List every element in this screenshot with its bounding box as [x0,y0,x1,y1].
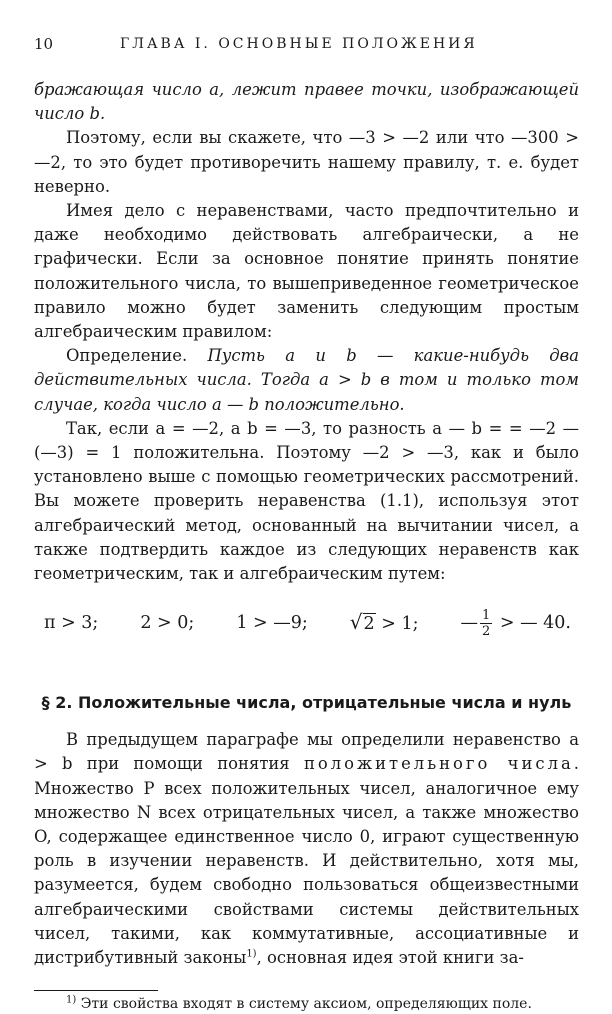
sqrt-sign: √ [349,610,363,635]
definition-paragraph [34,344,579,417]
running-title: ГЛАВА I. ОСНОВНЫЕ ПОЛОЖЕНИЯ [120,36,478,52]
paragraph: Поэтому, если вы скажете, что —3 > —2 или что —300 > —2, то это будет противоречить нашему правилу, т. е. будет неверно. [34,128,579,196]
fraction [480,608,492,639]
footnote-marker: 1) [246,948,257,960]
inequalities-formula [34,586,579,646]
section-title: § 2. Положительные числа, отрицательные числа и нуль [41,693,572,713]
inequality-sqrt [350,610,419,636]
paragraph-continuation: бражающая число a, лежит правее точки, изображающей число b. [34,80,579,124]
page-header [34,32,579,60]
inequality-two: 2 > 0; [140,613,195,634]
footnote-text: Эти свойства входят в систему аксиом, определяющих поле. [76,996,532,1013]
section-text-1: В предыдущем параграфе мы определили неравенство a > b при помощи понятия [34,730,579,774]
section-paragraph [34,728,579,970]
fraction-denominator: 2 [482,623,491,639]
sqrt-rest: > 1; [375,614,419,635]
page-number: 10 [34,35,54,53]
spaced-term: положительного числа [303,754,574,774]
footnote [34,995,579,1014]
fraction-numerator: 1 [482,607,491,623]
fraction-sign: — [460,612,479,633]
inequality-one: 1 > —9; [236,613,308,634]
inequality-pi: π > 3; [44,613,99,634]
book-page [34,32,579,1014]
paragraph: Так, если a = —2, а b = —3, то разность a — b = = —2 — (—3) = 1 положительна. Поэтому —2 > —3, как и было установлено выше с помощью геометрических рассмотрений. Вы можете проверить неравенства (1.1), используя этот алгебраический метод, основанный на вычитании чисел, а также подтвердить каждое из следующих неравенств как геометрическим, так и алгебраическим путем: [34,418,579,584]
sqrt-radicand: 2 [363,614,375,635]
definition-label: Определение. [66,346,188,366]
section-text-3: , основная идея этой книги за- [256,948,524,968]
footnote-mark: 1) [66,994,77,1006]
footnote-divider [34,990,158,991]
definition-text: Пусть a и b — какие-нибудь два действительных числа. Тогда a > b в том и только том случае, когда число a — b положительно. [34,346,579,414]
paragraph: Имея дело с неравенствами, часто предпочтительно и даже необходимо действовать алгебраически, а не графически. Если за основное понятие принять понятие положительного числа, то вышеприведенное геометрическое правило можно будет заменить следующим простым алгебраическим правилом: [34,201,579,342]
section-text-2: . Множество P всех положительных чисел, аналогичное ему множество N всех отрицательных чисел, а также множество O, содержащее единственное число 0, играют существенную роль в изучении неравенств. И действительно, хотя мы, разумеется, будем свободно пользоваться общеизвестными алгебраическими свойствами системы действительных чисел, такими, как коммутативные, ассоциативные и дистрибутивный законы [34,754,579,968]
fraction-rest: > — 40. [494,612,571,633]
inequality-fraction [461,608,571,639]
